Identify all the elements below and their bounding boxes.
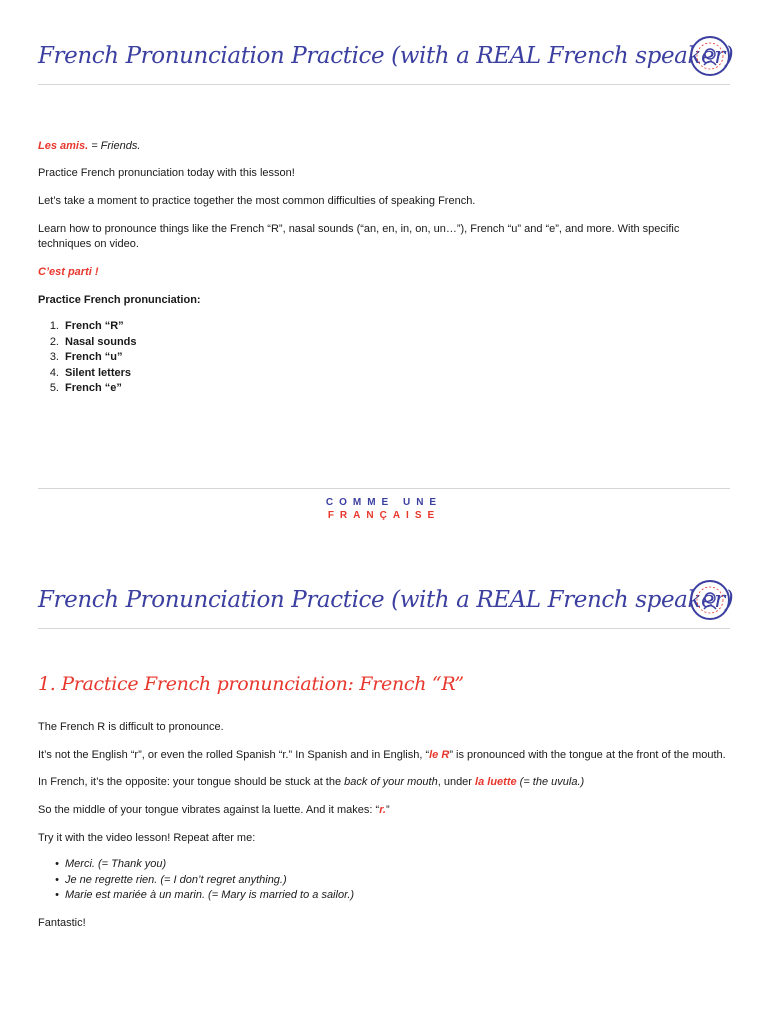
intro-term: Les amis.: [38, 140, 89, 152]
paragraph: The French R is difficult to pronounce.: [38, 721, 224, 733]
list-item: • Je ne regrette rien. (= I don’t regret anything.): [55, 873, 287, 886]
page-header: [38, 38, 734, 85]
list-heading: Practice French pronunciation:: [38, 294, 201, 306]
lesson-list: [38, 319, 137, 397]
section-title: 1. Practice French pronunciation: French “R”: [38, 673, 464, 695]
emphasis-le-r: le R: [429, 749, 450, 761]
paragraph: Practice French pronunciation today with this lesson!: [38, 167, 295, 179]
list-item: 4. Silent letters: [49, 366, 132, 379]
list-item: 3. French “u”: [49, 351, 123, 363]
emphasis-r: r.: [379, 804, 386, 816]
list-item: 1. French “R”: [49, 320, 124, 332]
intro-line: [38, 139, 728, 154]
page-header: [38, 582, 734, 629]
page-title: French Pronunciation Practice (with a REAL French speaker): [38, 587, 734, 613]
paragraph: It’s not the English “r”, or even the rolled Spanish “r.” In Spanish and in English, “le R” is pronounced with the tongue at the front of the mouth.: [38, 749, 726, 761]
comme-une-francaise-badge-icon: [690, 580, 730, 620]
list-item: 2. Nasal sounds: [49, 335, 137, 348]
intro-definition: = Friends.: [88, 140, 141, 152]
paragraph: Let’s take a moment to practice together the most common difficulties of speaking French.: [38, 195, 476, 207]
list-item: 5. French “e”: [49, 382, 122, 394]
list-item: • Merci. (= Thank you): [55, 858, 167, 870]
footer-logo-line1: COMME UNE: [325, 497, 443, 508]
paragraph: In French, it’s the opposite: your tongue should be stuck at the back of your mouth, under la luette (= the uvula.): [38, 776, 585, 788]
paragraph: Fantastic!: [38, 917, 86, 929]
comme-une-francaise-badge-icon: [690, 36, 730, 76]
paragraph: Try it with the video lesson! Repeat after me:: [38, 832, 256, 844]
paragraph: Learn how to pronounce things like the French “R”, nasal sounds (“an, en, in, on, un…”), French “u” and “e”, and more. With specific techniques on video.: [38, 223, 680, 250]
emphasis-la-luette: la luette: [475, 776, 517, 788]
list-item: • Marie est mariée à un marin. (= Mary is married to a sailor.): [55, 889, 355, 901]
footer-logo-line2: FRANÇAISE: [327, 510, 441, 521]
paragraph: So the middle of your tongue vibrates against la luette. And it makes: “r.”: [38, 804, 390, 816]
cest-parti: C’est parti !: [38, 266, 99, 278]
page-title: French Pronunciation Practice (with a REAL French speaker): [38, 43, 734, 69]
page-divider: [38, 488, 730, 489]
example-list: [38, 857, 354, 904]
